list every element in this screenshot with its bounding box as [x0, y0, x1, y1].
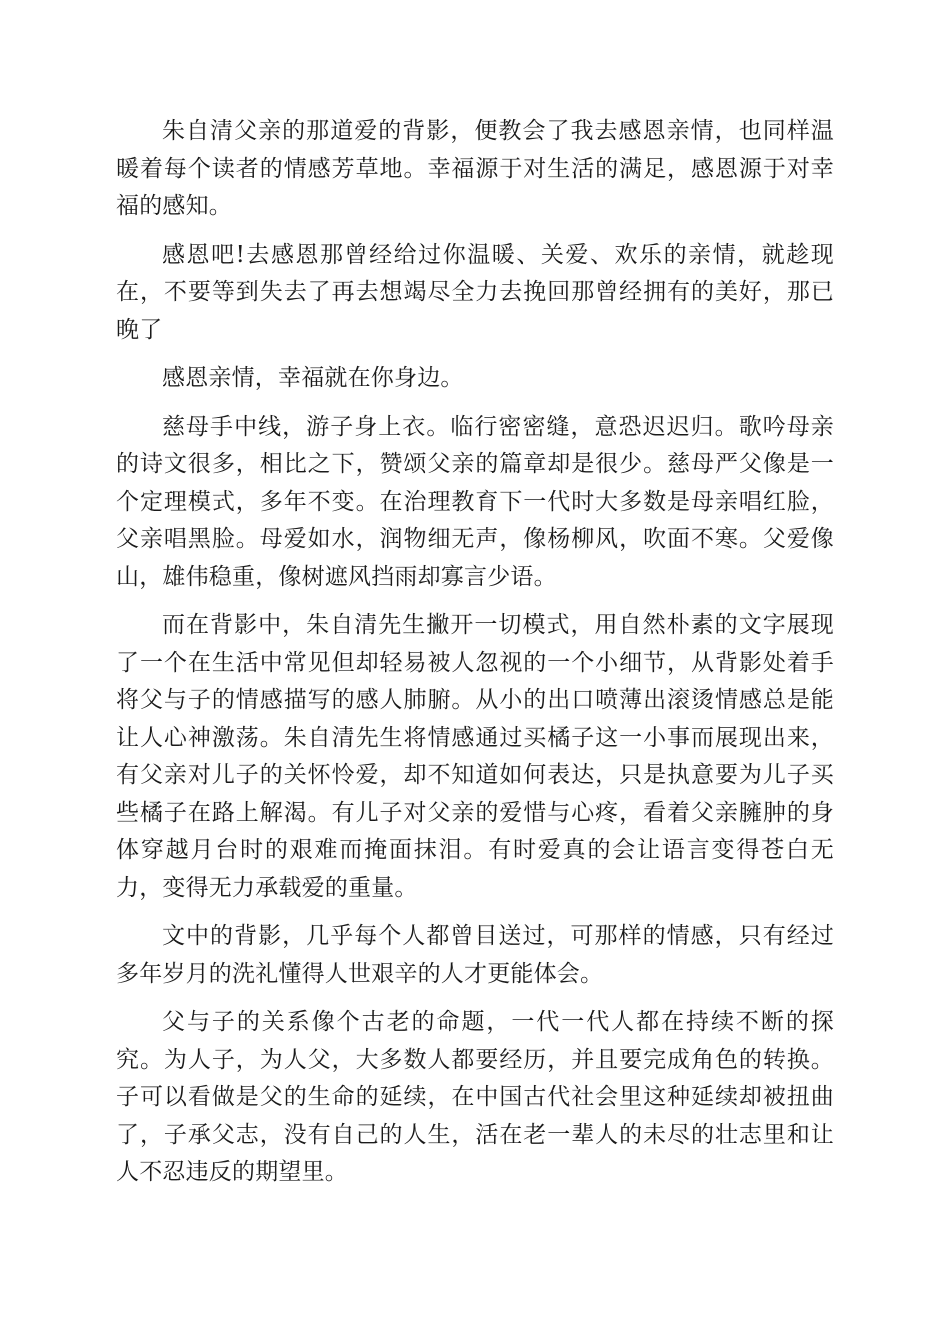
paragraph: 感恩吧!去感恩那曾经给过你温暖、关爱、欢乐的亲情，就趁现在，不要等到失去了再去想竭尽全力去挽回那曾经拥有的美好，那已晚了 [116, 241, 834, 343]
paragraph: 感恩亲情，幸福就在你身边。 [162, 365, 464, 391]
paragraph: 朱自清父亲的那道爱的背影，便教会了我去感恩亲情，也同样温暖着每个读者的情感芳草地。幸福源于对生活的满足，感恩源于对幸福的感知。 [116, 118, 834, 219]
paragraph: 而在背影中，朱自清先生撇开一切模式，用自然朴素的文字展现了一个在生活中常见但却轻易被人忽视的一个小细节，从背影处着手将父与子的情感描写的感人肺腑。从小的出口喷薄出滚烫情感总是能让人心神激荡。朱自清先生将情感通过买橘子这一小事而展现出来，有父亲对儿子的关怀怜爱，却不知道如何表达，只是执意要为儿子买些橘子在路上解渴。有儿子对父亲的爱惜与心疼，看着父亲臃肿的身体穿越月台时的艰难而掩面抹泪。有时爱真的会让语言变得苍白无力，变得无力承载爱的重量。 [116, 612, 834, 901]
paragraph: 文中的背影，几乎每个人都曾目送过，可那样的情感，只有经过多年岁月的洗礼懂得人世艰辛的人才更能体会。 [116, 923, 834, 987]
paragraph: 慈母手中线，游子身上衣。临行密密缝，意恐迟迟归。歌吟母亲的诗文很多，相比之下，赞颂父亲的篇章却是很少。慈母严父像是一个定理模式，多年不变。在治理教育下一代时大多数是母亲唱红脸，父亲唱黑脸。母爱如水，润物细无声，像杨柳风，吹面不寒。父爱像山，雄伟稳重，像树遮风挡雨却寡言少语。 [116, 413, 834, 590]
paragraph: 父与子的关系像个古老的命题，一代一代人都在持续不断的探究。为人子，为人父，大多数人都要经历，并且要完成角色的转换。子可以看做是父的生命的延续，在中国古代社会里这种延续却被扭曲了，子承父志，没有自己的人生，活在老一辈人的未尽的壮志里和让人不忍违反的期望里。 [116, 1009, 834, 1185]
document-body [116, 113, 834, 1192]
